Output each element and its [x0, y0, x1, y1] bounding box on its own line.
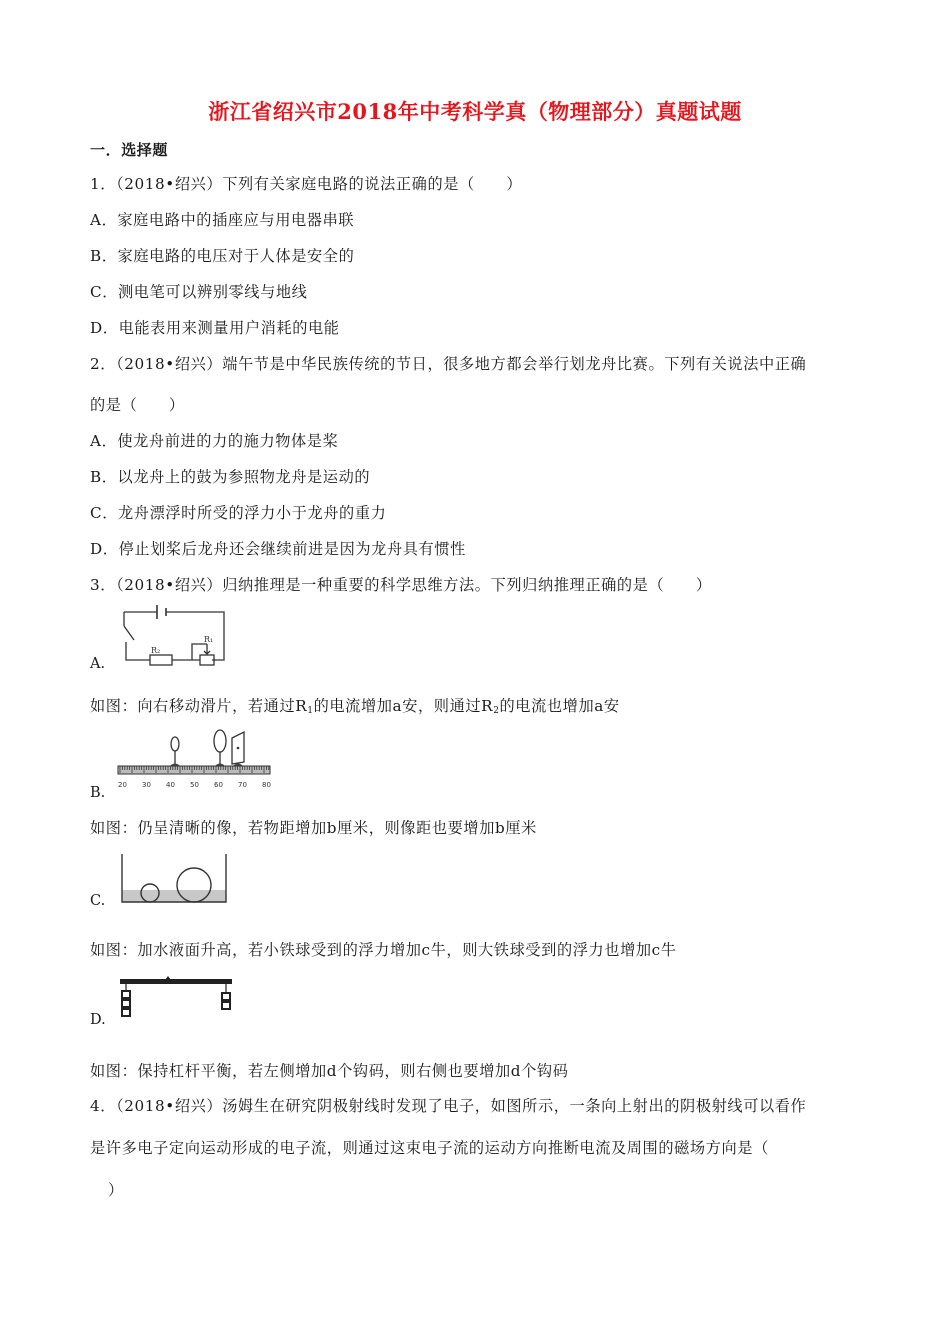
ruler-tick-label: 40: [166, 781, 175, 789]
q3-option-b-label: B.: [90, 785, 106, 801]
q1-stem: 1．（2018•绍兴）下列有关家庭电路的说法正确的是（ ）: [90, 175, 523, 193]
q4-stem-line3: ）: [108, 1181, 124, 1199]
q4-stem-line1: 4．（2018•绍兴）汤姆生在研究阴极射线时发现了电子，如图所示，一条向上射出的阴极射线可以看作: [90, 1097, 807, 1115]
q3-option-b-text: 如图：仍呈清晰的像，若物距增加b厘米，则像距也要增加b厘米: [90, 819, 537, 837]
page-title: 浙江省绍兴市2018年中考科学真（物理部分）真题试题: [208, 99, 742, 124]
q2-option-c: C．龙舟漂浮时所受的浮力小于龙舟的重力: [90, 504, 387, 522]
q4-stem-line2: 是许多电子定向运动形成的电子流，则通过这束电子流的运动方向推断电流及周围的磁场方向是（: [90, 1139, 769, 1157]
ruler-tick-label: 20: [118, 781, 127, 789]
q1-option-d: D．电能表用来测量用户消耗的电能: [90, 319, 340, 337]
section-heading: 一．选择题: [90, 141, 169, 159]
ruler-tick-label: 70: [238, 781, 247, 789]
container-diagram: [120, 852, 230, 908]
q2-option-d: D．停止划桨后龙舟还会继续前进是因为龙舟具有惯性: [90, 540, 466, 558]
ruler-tick-label: 60: [214, 781, 223, 789]
q3-option-d-label: D.: [90, 1012, 106, 1028]
q1-option-b: B．家庭电路的电压对于人体是安全的: [90, 247, 355, 265]
q2-option-a: A．使龙舟前进的力的施力物体是桨: [90, 432, 339, 450]
q2-stem-line2: 的是（ ）: [90, 396, 185, 414]
r1-label: R₁: [204, 635, 214, 644]
q3-option-a-label: A.: [90, 656, 106, 672]
optical-bench-diagram: [114, 728, 274, 794]
r2-label: R₂: [151, 646, 161, 655]
q3-option-c-text: 如图：加水液面升高，若小铁球受到的浮力增加c牛，则大铁球受到的浮力也增加c牛: [90, 941, 677, 959]
q1-option-c: C．测电笔可以辨别零线与地线: [90, 283, 308, 301]
q2-option-b: B．以龙舟上的鼓为参照物龙舟是运动的: [90, 468, 371, 486]
q3-option-c-label: C.: [90, 893, 106, 909]
ruler-tick-label: 80: [262, 781, 271, 789]
lever-diagram: [118, 975, 238, 1027]
ruler-tick-label: 30: [142, 781, 151, 789]
ruler-tick-label: 50: [190, 781, 199, 789]
q1-option-a: A．家庭电路中的插座应与用电器串联: [90, 211, 355, 229]
q3-option-a-text: 如图：向右移动滑片，若通过$R_1$的电流增加a安，则通过$R_2$的电流也增加a安: [90, 697, 620, 716]
q3-option-d-text: 如图：保持杠杆平衡，若左侧增加d个钩码，则右侧也要增加d个钩码: [90, 1062, 569, 1080]
q2-stem-line1: 2．（2018•绍兴）端午节是中华民族传统的节日，很多地方都会举行划龙舟比赛。下列有关说法中正确: [90, 355, 807, 373]
circuit-diagram: [112, 604, 230, 666]
q3-stem: 3．（2018•绍兴）归纳推理是一种重要的科学思维方法。下列归纳推理正确的是（ ）: [90, 576, 712, 594]
